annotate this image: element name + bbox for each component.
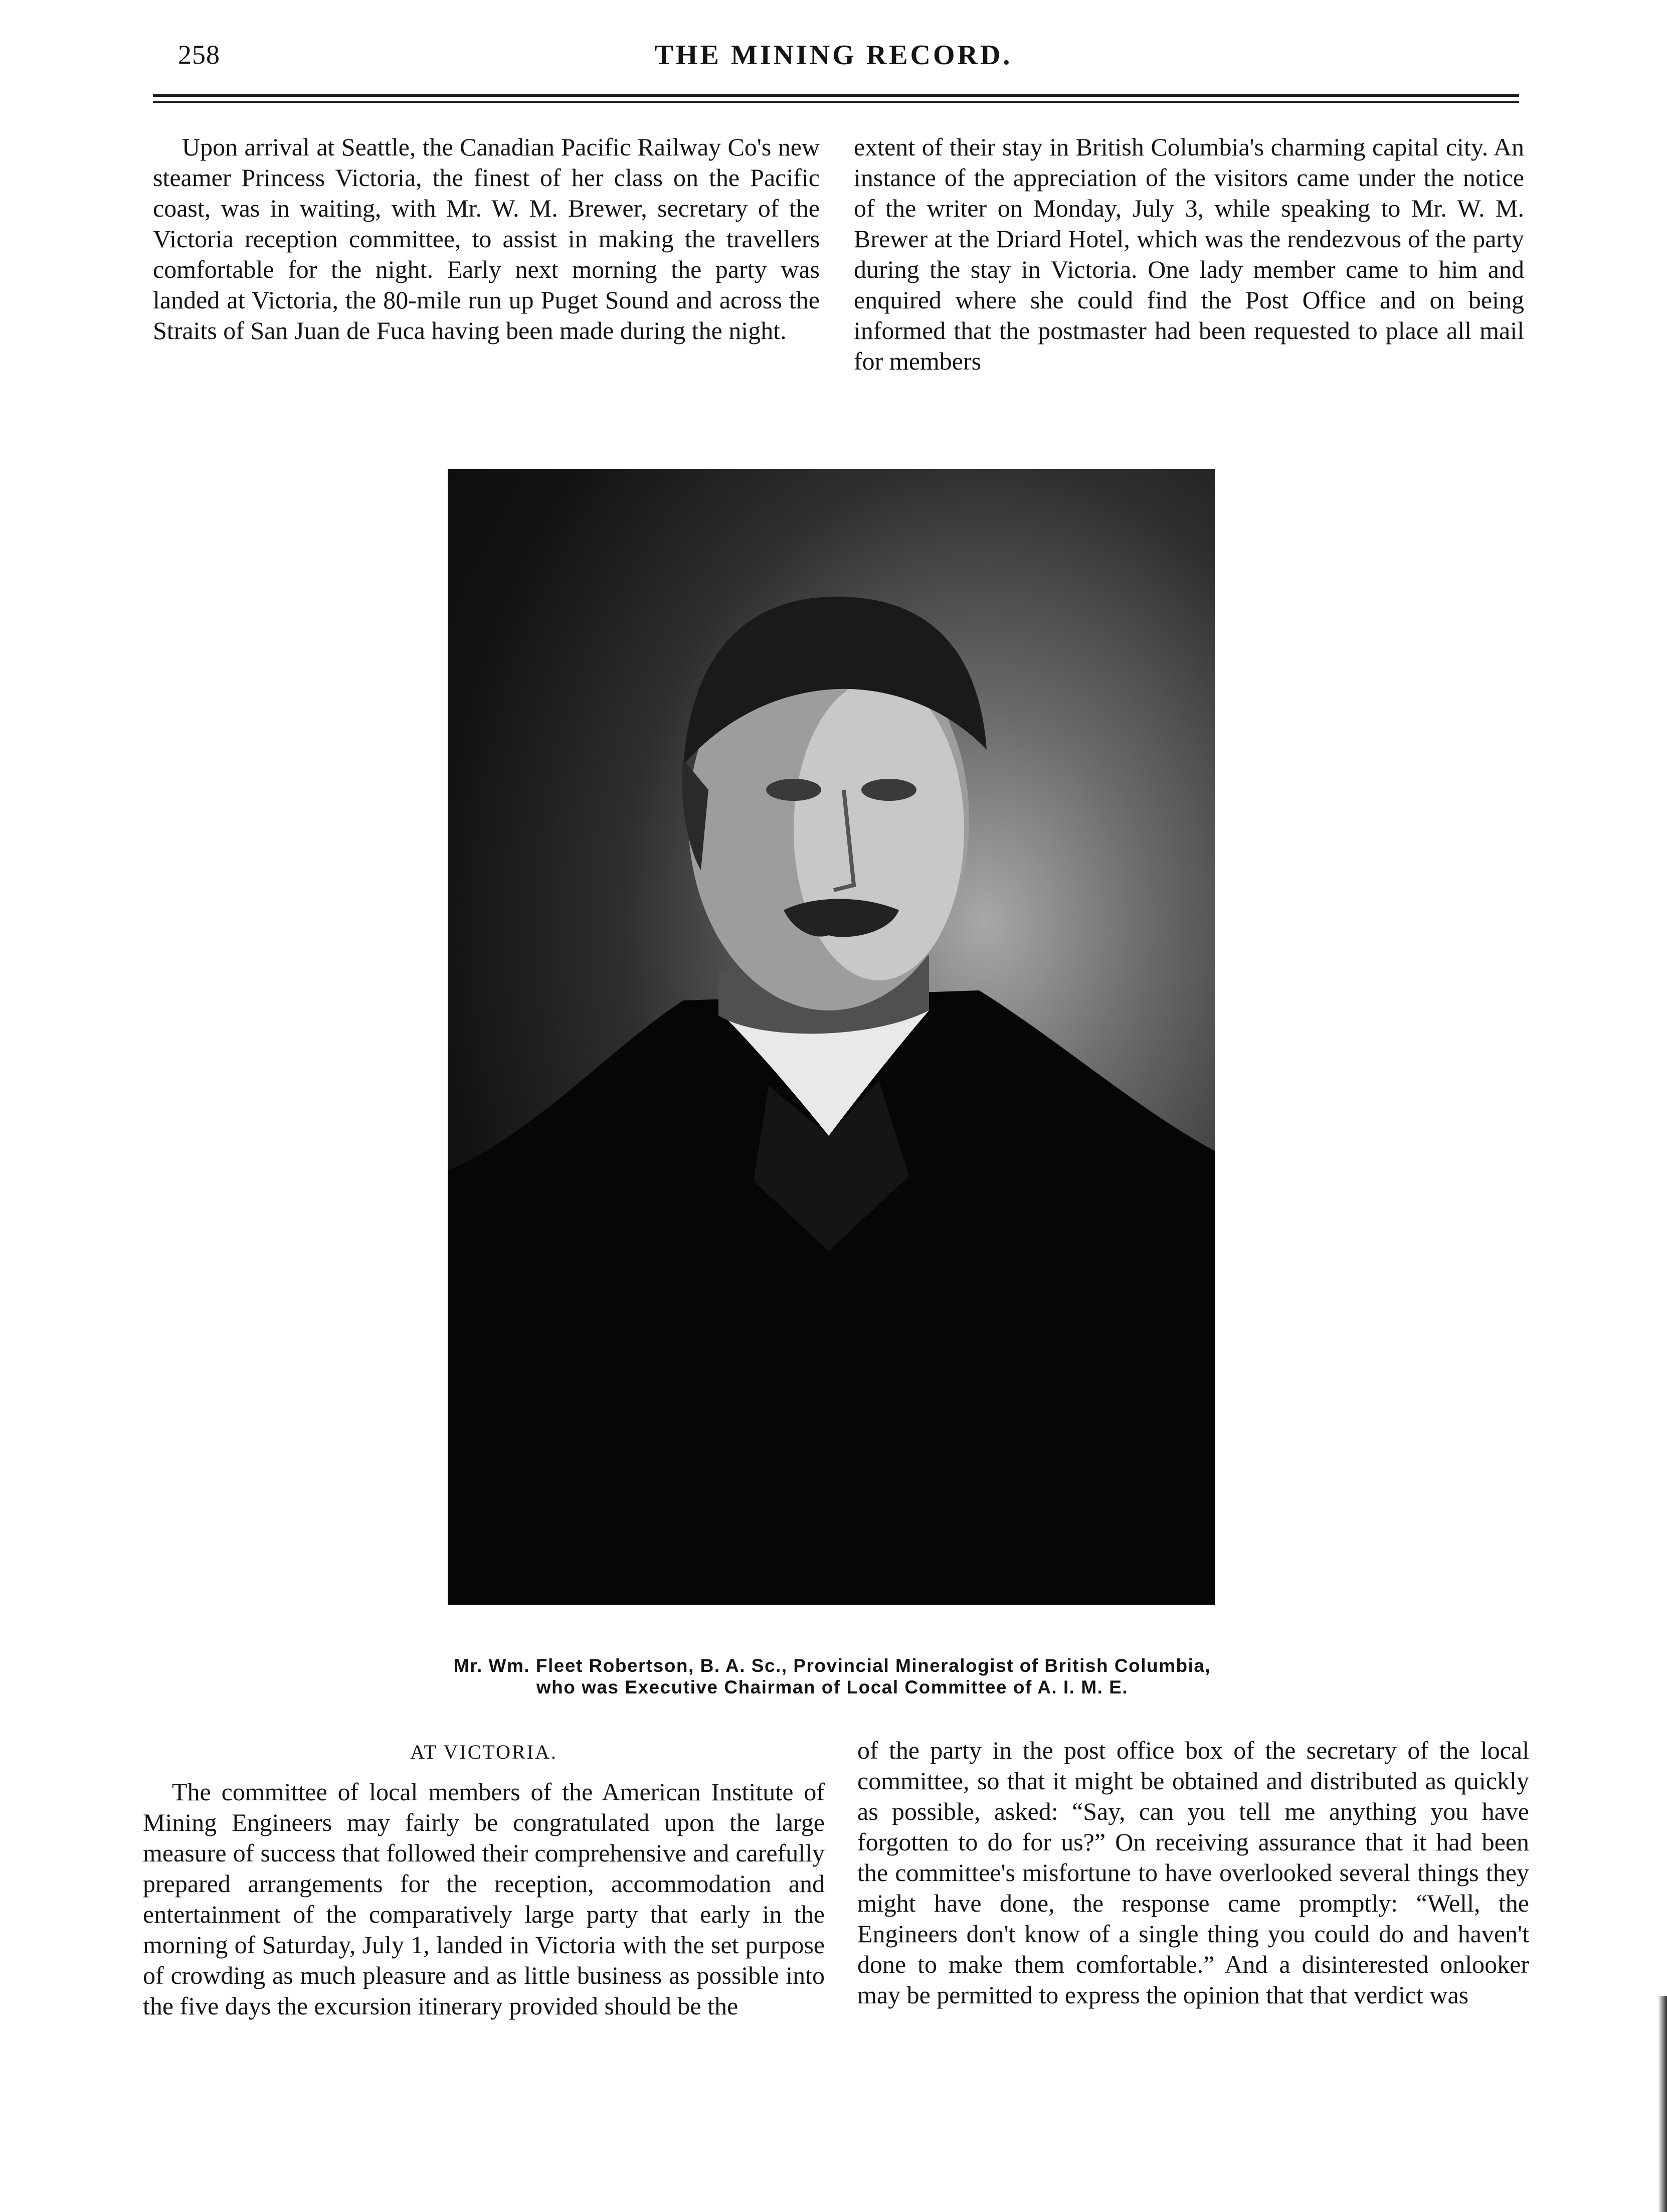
bottom-left-paragraph: The committee of local members of the American Institute of Mining Engineers may fairly be congratulated upon the large measure of success that followed their comprehensive and carefully prepared arrangements for the reception, accommodation and entertainment of the comparatively large party that early in the morning of Saturday, July 1, landed in Victoria with the set purpose of crowding as much pleasure and as little business as possible into the five days the excursion itinerary provided should be the bbox=[143, 1778, 825, 2020]
header-rule-thick bbox=[153, 94, 1519, 97]
running-head-title: THE MINING RECORD. bbox=[654, 40, 1013, 71]
top-right-paragraph: extent of their stay in British Columbia's charming capital city. An instance of the appreciation of the visitors came under the notice of the writer on Monday, July 3, while speaking to Mr. W. M. Brewer at the Driard Hotel, which was the rendezvous of the party during the stay in Victoria. One lady member came to him and enquired where she could find the Post Office and on being informed that the postmaster had been requested to place all mail for members bbox=[854, 133, 1524, 375]
top-left-paragraph: Upon arrival at Seattle, the Canadian Pacific Railway Co's new steamer Princess Victoria, the finest of her class on the Pacific coast, was in waiting, with Mr. W. M. Brewer, secretary of the Victoria reception committee, to assist in making the travellers comfortable for the night. Early next morning the party was landed at Victoria, the 80-mile run up Puget Sound and across the Straits of San Juan de Fuca having been made during the night. bbox=[153, 133, 820, 345]
bottom-left-column bbox=[143, 1777, 825, 2021]
bottom-right-column bbox=[857, 1735, 1529, 2010]
caption-line-1: Mr. Wm. Fleet Robertson, B. A. Sc., Provincial Mineralogist of British Columbia, bbox=[453, 1655, 1211, 1676]
top-left-column bbox=[153, 132, 820, 346]
section-heading: AT VICTORIA. bbox=[410, 1741, 558, 1763]
caption-line-2: who was Executive Chairman of Local Committee of A. I. M. E. bbox=[536, 1677, 1129, 1697]
top-right-column bbox=[854, 132, 1524, 377]
portrait-figure-illustration bbox=[448, 469, 1215, 1605]
bottom-right-paragraph: of the party in the post office box of the secretary of the local committee, so that it might be obtained and distributed as quickly as possible, asked: “Say, can you tell me anything you have forgotten to do for us?” On receiving assurance that it had been the committee's misfortune to have overlooked several things they might have done, the response came promptly: “Well, the Engineers don't know of a single thing you could do and haven't done to make them comfortable.” And a disinterested onlooker may be permitted to express the opinion that that verdict was bbox=[857, 1736, 1529, 2009]
page-edge-shadow bbox=[1658, 1996, 1667, 2212]
portrait-photograph bbox=[448, 469, 1215, 1605]
page-number: 258 bbox=[178, 40, 220, 70]
figure-caption bbox=[251, 1655, 1414, 1698]
header-rule-thin bbox=[153, 101, 1519, 103]
